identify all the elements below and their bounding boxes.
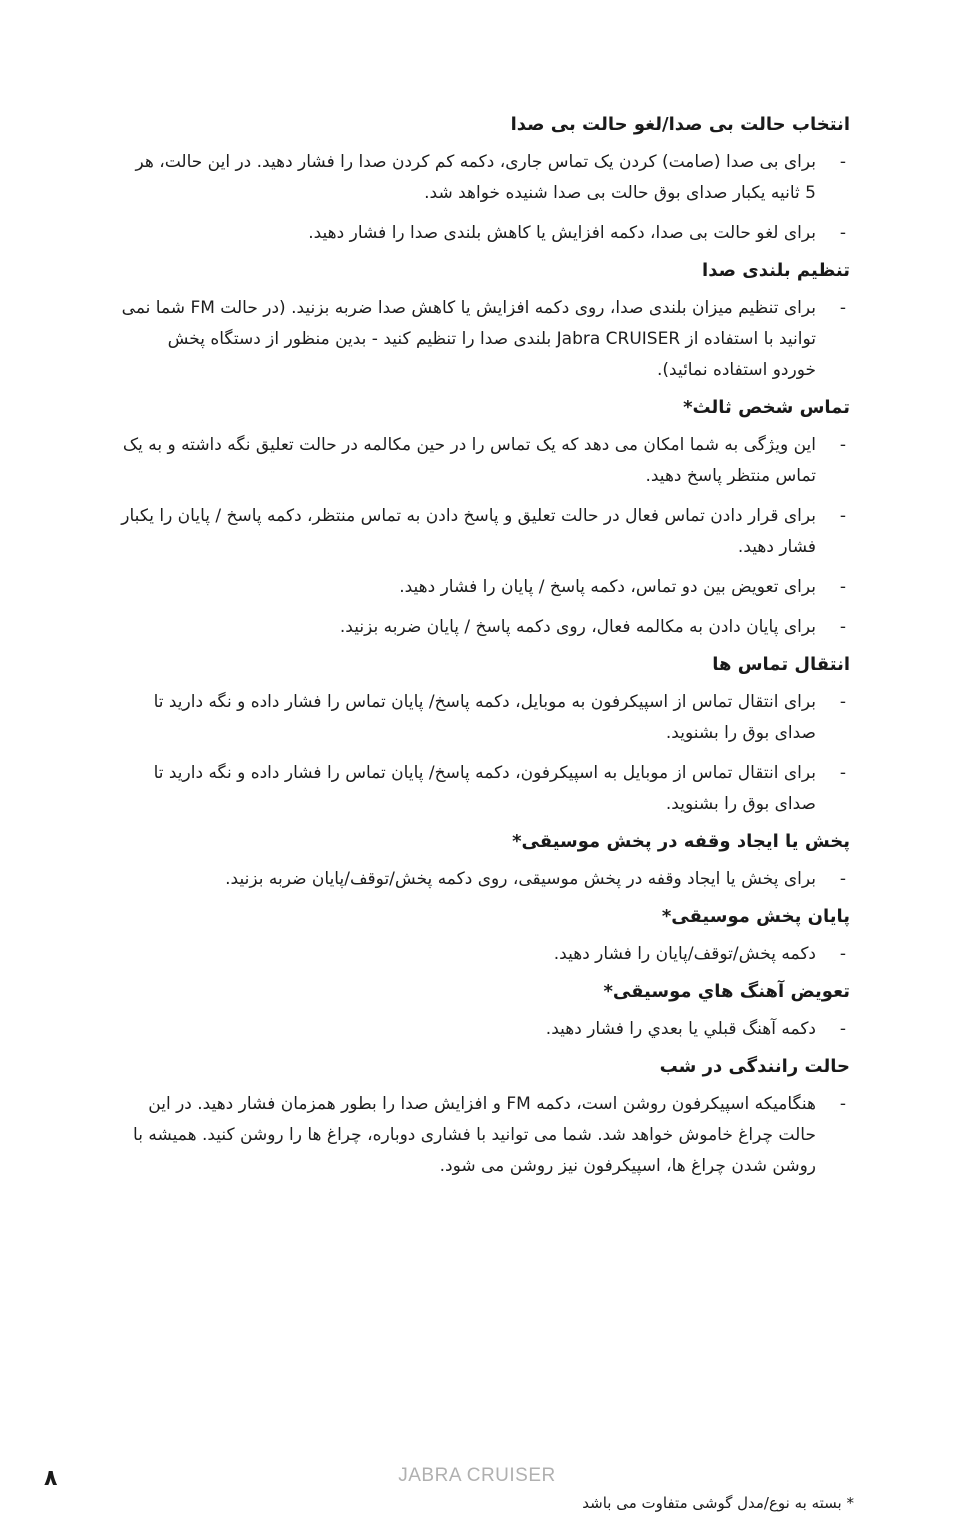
bullet-item	[120, 1014, 850, 1045]
manual-content	[120, 112, 850, 1191]
bullet-list	[120, 1014, 850, 1045]
section-heading: حالت رانندگی در شب	[659, 1056, 850, 1077]
bullet-list	[120, 293, 850, 386]
bullet-item	[120, 218, 850, 249]
section-heading: تنظیم بلندی صدا	[702, 260, 850, 281]
page-number: ٨	[44, 1466, 58, 1491]
bullet-item	[120, 147, 850, 209]
section-volume	[120, 258, 850, 386]
bullet-text: برای بی صدا (صامت) کردن یک تماس جاری، دکمه کم کردن صدا را فشار دهید. در این حالت، هر 5 ثانیه یکبار صدای بوق حالت بی صدا شنیده خواهد شد.	[135, 152, 816, 203]
section-heading: پخش یا ایجاد وقفه در پخش موسیقی*	[512, 831, 850, 852]
section-heading: تعویض آهنگ هاي موسیقی*	[603, 981, 850, 1002]
bullet-list	[120, 687, 850, 820]
dash-marker: -	[839, 869, 847, 889]
dash-marker: -	[839, 506, 847, 526]
section-third-party-call	[120, 395, 850, 643]
footnote: * بسته به نوع/مدل گوشی متفاوت می باشد	[582, 1494, 854, 1512]
bullet-item	[120, 758, 850, 820]
dash-marker: -	[839, 223, 847, 243]
section-heading: انتخاب حالت بی صدا/لغو حالت بی صدا	[510, 114, 850, 135]
bullet-text: دکمه آهنگ قبلي يا بعدي را فشار دهيد.	[545, 1019, 816, 1039]
section-heading: انتقال تماس ها	[712, 654, 850, 675]
bullet-item	[120, 572, 850, 603]
bullet-list	[120, 147, 850, 249]
bullet-text: برای تعویض بین دو تماس، دکمه پاسخ / پایان را فشار دهید.	[399, 577, 816, 597]
section-track-change	[120, 979, 850, 1045]
dash-marker: -	[839, 1094, 847, 1114]
bullet-list	[120, 864, 850, 895]
bullet-text: هنگامیکه اسپیکرفون روشن است، دکمه FM و افزایش صدا را بطور همزمان فشار دهید. در این حالت چراغ خاموش خواهد شد. شما می توانید با فشاری دوباره، چراغ ها را روشن کنید. همیشه با روشن شدن چراغ ها، اسپیکرفون نیز روشن می شود.	[133, 1094, 816, 1176]
bullet-text: برای پایان دادن به مکالمه فعال، روی دکمه پاسخ / پایان ضربه بزنید.	[339, 617, 816, 637]
dash-marker: -	[839, 577, 847, 597]
brand-footer: JABRA CRUISER	[398, 1465, 556, 1486]
section-call-transfer	[120, 652, 850, 820]
bullet-item	[120, 293, 850, 386]
section-night-mode	[120, 1054, 850, 1182]
bullet-text: برای لغو حالت بی صدا، دکمه افزایش یا کاهش بلندی صدا را فشار دهید.	[308, 223, 816, 243]
bullet-item	[120, 612, 850, 643]
bullet-text: برای قرار دادن تماس فعال در حالت تعلیق و پاسخ دادن به تماس منتظر، دکمه پاسخ / پایان را یکبار فشار دهید.	[121, 506, 816, 557]
dash-marker: -	[839, 763, 847, 783]
bullet-list	[120, 430, 850, 643]
bullet-item	[120, 501, 850, 563]
dash-marker: -	[839, 298, 847, 318]
section-music-pause	[120, 829, 850, 895]
dash-marker: -	[839, 617, 847, 637]
bullet-item	[120, 939, 850, 970]
section-heading: پایان پخش موسیقی*	[661, 906, 850, 927]
bullet-item	[120, 430, 850, 492]
bullet-text: برای انتقال تماس از موبایل به اسپیکرفون، دکمه پاسخ/ پایان تماس را فشار داده و نگه دارید تا صدای بوق را بشنوید.	[153, 763, 816, 814]
section-music-stop	[120, 904, 850, 970]
bullet-list	[120, 939, 850, 970]
bullet-text: برای تنظیم میزان بلندی صدا، روی دکمه افزایش یا کاهش صدا ضربه بزنید. (در حالت FM شما نمی توانید با استفاده از Jabra CRUISER بلندی صدا را تنظیم کنید - بدین منظور از دستگاه پخش خوردو استفاده نمائید).	[121, 298, 816, 380]
bullet-item	[120, 1089, 850, 1182]
dash-marker: -	[839, 1019, 847, 1039]
dash-marker: -	[839, 152, 847, 172]
bullet-item	[120, 687, 850, 749]
bullet-item	[120, 864, 850, 895]
bullet-text: این ویژگی به شما امکان می دهد که یک تماس را در حین مکالمه در حالت تعلیق نگه داشته و به یک تماس منتظر پاسخ دهید.	[122, 435, 816, 486]
dash-marker: -	[839, 944, 847, 964]
dash-marker: -	[839, 435, 847, 455]
dash-marker: -	[839, 692, 847, 712]
section-heading: تماس شخص ثالث*	[683, 397, 850, 418]
bullet-text: دکمه پخش/توقف/پایان را فشار دهید.	[553, 944, 816, 964]
bullet-text: برای انتقال تماس از اسپیکرفون به موبایل، دکمه پاسخ/ پایان تماس را فشار داده و نگه دارید تا صدای بوق را بشنوید.	[153, 692, 816, 743]
bullet-list	[120, 1089, 850, 1182]
section-mute	[120, 112, 850, 249]
bullet-text: برای پخش یا ایجاد وقفه در پخش موسیقی، روی دکمه پخش/توقف/پایان ضربه بزنید.	[225, 869, 816, 889]
